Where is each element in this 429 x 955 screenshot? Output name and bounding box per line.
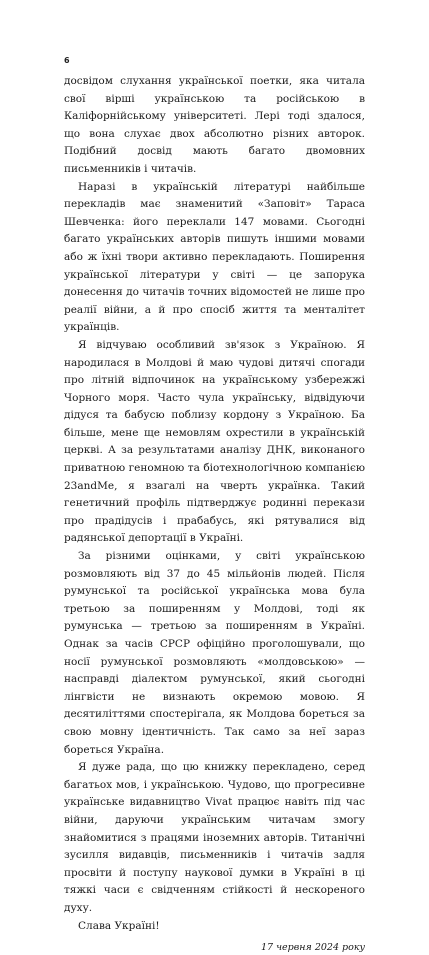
closing-line: Слава Україні! xyxy=(78,919,160,932)
page-number: 6 xyxy=(64,56,70,65)
paragraph-4: За різними оцінками, у світі українською розмовляють від 37 до 45 мільйонів людей. Після румунської та російської українська мова була третьою за поширенням у Молдові, тоді як румунська — третьою за поширенням в Україні. Однак за часів СРСР офіційно проголошували, що носії румунської розмовляють «молдовською» — насправді діалектом румунської, який сьогодні лінгвісти не визнають окремою мовою. Я десятиліттями спостерігала, як Молдова бореться за свою мовну ідентичність. Так само за неї зараз бореться Україна. xyxy=(64,550,365,756)
paragraph-2: Наразі в українській літературі найбільше перекладів має знаменитий «Заповіт» Тараса Шевченка: його переклали 147 мовами. Сьогодні багато українських авторів пишуть іншими мовами або ж їхні твори активно перекладають. Поширення української літератури у світі — це запорука донесення до читачів точних відомостей не лише про реалії війни, а й про спосіб життя та менталітет українців. xyxy=(64,180,365,334)
paragraph-5: Я дуже рада, що цю книжку перекладено, серед багатьох мов, і українською. Чудово, що прогресивне українське видавництво Vivat працює навіть під час війни, даруючи українським читачам змогу знайомитися з працями іноземних авторів. Титанічні зусилля видавців, письменників і читачів задля просвіти й поступу наукової думки в Україні в ці тяжкі часи є свідченням стійкості й нескореного духу. xyxy=(64,761,365,914)
paragraph-1: досвідом слухання української поетки, яка читала свої вірші українською та російською в Каліфорнійському університеті. Лері тоді здалося, що вона слухає двох абсолютно різних авторок. Подібний досвід мають багато двомовних письменників і читачів. xyxy=(64,75,365,175)
paragraph-3: Я відчуваю особливий зв'язок з Україною. Я народилася в Молдові й маю чудові дитячі спогади про літній відпочинок на українському узбережжі Чорного моря. Часто чула українську, відвідуючи дідуся та бабусю поблизу кордону з Україною. Ба більше, мене ще немовлям охрестили в українській церкві. А за результатами аналізу ДНК, виконаного приватною геномною та біотехнологічною компанією 23andMe, я взагалі на чверть українка. Такий генетичний профіль підтверджує родинні перекази про прадідусів і прабабусь, які рятувалися від радянської депортації в Україні. xyxy=(64,338,365,545)
body-text xyxy=(64,73,365,955)
signature-date: 17 червня 2024 року xyxy=(261,942,365,954)
